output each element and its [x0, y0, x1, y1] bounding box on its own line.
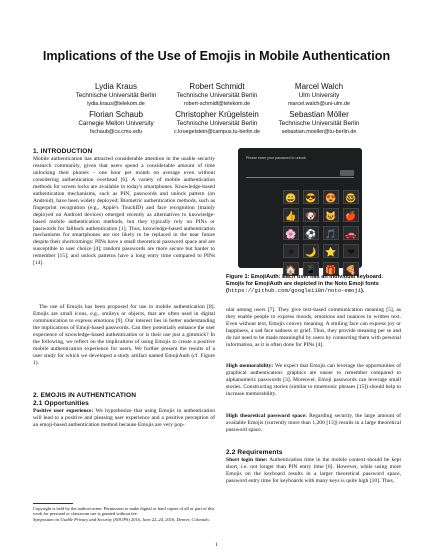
author-block [256, 82, 382, 108]
introduction-paragraph: Mobile authentication has attracted considerable attention in the usable security research community, given that users spend a considerable amount of time unlocking their phones – one hour per month on average even without considering authentication overhead [6]. A variety of mobile authentication methods for screen locks are available in today's smartphones. Knowledge-based authentication mechanisms, such as PIN, passwords and unlock pattern (on Android), have been widely deployed; Biometric authentication methods, such as fingerprint recognition (e.g., Apple's TouchID) and face recognition (mainly deployed on Android devices) emerged recently as alternatives to knowledge-based mobile authentication methods, but they typically rely on PINs or passwords for fallback authentication [1]. Thus, knowledge-based authentication mechanisms for smartphones are not likely to be replaced in the near future despite their shortcomings: PINs have a small theoretical password space and are susceptible to user choice [4]; random passwords are more secure but harder to remember [15]; and unlock patterns have a long entry time compared to PINs [14]. [33, 156, 215, 267]
caption-url: https://github.com/googlei18n/noto-emoji [227, 286, 362, 294]
section-heading-introduction: 1. INTRODUCTION [33, 148, 93, 155]
copyright-footnote [33, 506, 215, 522]
author-affiliation: Technische Universität Berlin [278, 120, 360, 127]
emoji-keyboard [283, 190, 359, 275]
emoji-key: 📱 [303, 262, 319, 276]
memorability-paragraph [226, 363, 401, 413]
emoji-key: 🍎 [343, 208, 359, 222]
author-name: Sebastian Möller [289, 110, 349, 119]
login-time-paragraph [226, 457, 401, 499]
caption-tail: ). [361, 287, 365, 294]
emoji-key: 🌙 [303, 244, 319, 258]
emoji-key: 🐶 [303, 208, 319, 222]
emoji-key: 🎵 [323, 226, 339, 240]
author-name: Florian Schaub [89, 110, 143, 119]
author-affiliation: Technische Universität Berlin [176, 120, 258, 127]
author-name: Lydia Kraus [95, 82, 137, 91]
right-paragraph: ular among users [7]. They give text-based communication meaning [5], as they enable people to express moods, emotions and nuances in written text. Even without text, Emojis convey meaning. A smiling face can express joy or happiness, a sad face sadness or grief. Thus, they provide meaning per se and do not need to be made meaningful by users by connecting them with personal information, as it is often done for PINs [4]. [226, 307, 401, 348]
paragraph-lead: High theoretical password space: [226, 413, 307, 419]
emoji-key: ❤ [343, 244, 359, 258]
emojiauth-screenshot [238, 148, 362, 275]
paragraph-body: We hypothesize that using Emojis in authentication will lead to a positive and pleasing user experience and a positive perception of an emoji-based authentication method because Emojis are very pop- [33, 408, 215, 428]
emoji-key: 👍 [283, 208, 299, 222]
emoji-key: 😀 [283, 190, 299, 204]
password-space-paragraph [226, 413, 401, 443]
emoji-key: 🚗 [343, 226, 359, 240]
author-email: marcel.walch@uni-ulm.de [287, 101, 351, 107]
emoji-key: 🤓 [343, 190, 359, 204]
section-heading-emojis: 2. EMOJIS IN AUTHENTICATION [33, 392, 137, 399]
emoji-key: 😎 [303, 190, 319, 204]
author-affiliation: Technische Universität Berlin [75, 92, 157, 99]
unlock-prompt: Please enter your password to unlock [246, 156, 306, 160]
emoji-key: ⚽ [303, 226, 319, 240]
footnote-rule [33, 503, 73, 504]
paper-title: Implications of the Use of Emojis in Mobile Authentication [42, 49, 391, 63]
emoji-key: 🏠 [283, 262, 299, 276]
author-name: Marcel Walch [294, 82, 344, 91]
author-email: c.kruegelstein@campus.tu-berlin.de [173, 129, 261, 135]
author-email: fschaub@cs.cmu.edu [90, 129, 142, 135]
author-affiliation: Carnegie Mellon University [78, 120, 154, 127]
paragraph-lead: Short login time: [226, 457, 268, 463]
author-email: robert-schmidt@telekom.de [183, 101, 251, 107]
paragraph-lead: High memorability: [226, 363, 274, 369]
emoji-key: 🌸 [283, 226, 299, 240]
emoji-key: 🐱 [323, 208, 339, 222]
page-number: 1 [215, 542, 218, 548]
ok-button [340, 170, 354, 176]
caption-text: Figure 1: EmojiAuth: Each user has an individual keyboard. Emojis for EmojiAuth are depicted in the Noto Emoji fonts ( [226, 274, 383, 294]
paragraph-body: Regarding security, the large amount of available Emojis (currently more than 1,200 [13]) results in a large theoretical password space. [226, 413, 401, 433]
author-email: sebastian.moeller@tu-berlin.de [281, 129, 357, 135]
paragraph-body: We expect that Emojis can leverage the opportunities of graphical authentication: graphics are easier to remember compared to alphanumeric passwords [3]. Moreover, Emoji passwords can leverage small stories. Constructing stories (similar to mnemonic phrases [15]) should help to increase memorability. [226, 363, 401, 397]
subsection-heading-requirements: 2.2 Requirements [226, 449, 283, 456]
author-affiliation: Ulm University [298, 92, 340, 99]
password-field [246, 170, 354, 178]
paragraph-body: Authentication time in the mobile context should be kept short, i.e. not longer than PIN entry time [6]. However, while using more Emojis on the keyboard results in a larger theoretical password space, password entry time for keyboards with many keys is quite high [10]. Thus, [226, 457, 401, 484]
emoji-key: ⭐ [323, 244, 339, 258]
figure-caption [226, 274, 401, 295]
venue-text: Symposium on Usable Privacy and Security (SOUPS) 2016, June 22–24, 2016, Denver, Colorado. [33, 516, 210, 522]
author-affiliation: Technische Universität Berlin [176, 92, 258, 99]
author-email: lydia.kraus@telekom.de [87, 101, 145, 107]
emoji-key: 🎁 [323, 262, 339, 276]
author-block [256, 110, 382, 136]
author-name: Christopher Krügelstein [175, 110, 259, 119]
introduction-paragraph-2: The use of Emojis has been proposed for use in mobile authentication [8]. Emojis are small icons, e.g., smileys or objects, that are often used in digital communication to express emotions [9]. Our interest lies in better understanding the implications of Emoji-based passwords. Can they potentially enhance the user experience of knowledge-based authentication or is their use just a gimmick? In the following, we reflect on the implications of using Emojis to create a positive mobile authentication experience for users. We further present the results of a user study for which we developed a study artifact named EmojiAuth (cf. Figure 1). [33, 304, 215, 366]
emoji-key: 🍕 [343, 262, 359, 276]
paragraph-lead: Positive user experience: [33, 408, 94, 414]
emoji-key: 😍 [323, 190, 339, 204]
opportunities-paragraph [33, 408, 215, 444]
emoji-key: ☀ [283, 244, 299, 258]
copyright-text: Copyright is held by the author/owner. Permission to make digital or hard copies of all or part of this work for personal or classroom use is granted without fee. [33, 506, 215, 517]
subsection-heading-opportunities: 2.1 Opportunities [33, 400, 89, 407]
author-name: Robert Schmidt [189, 82, 245, 91]
